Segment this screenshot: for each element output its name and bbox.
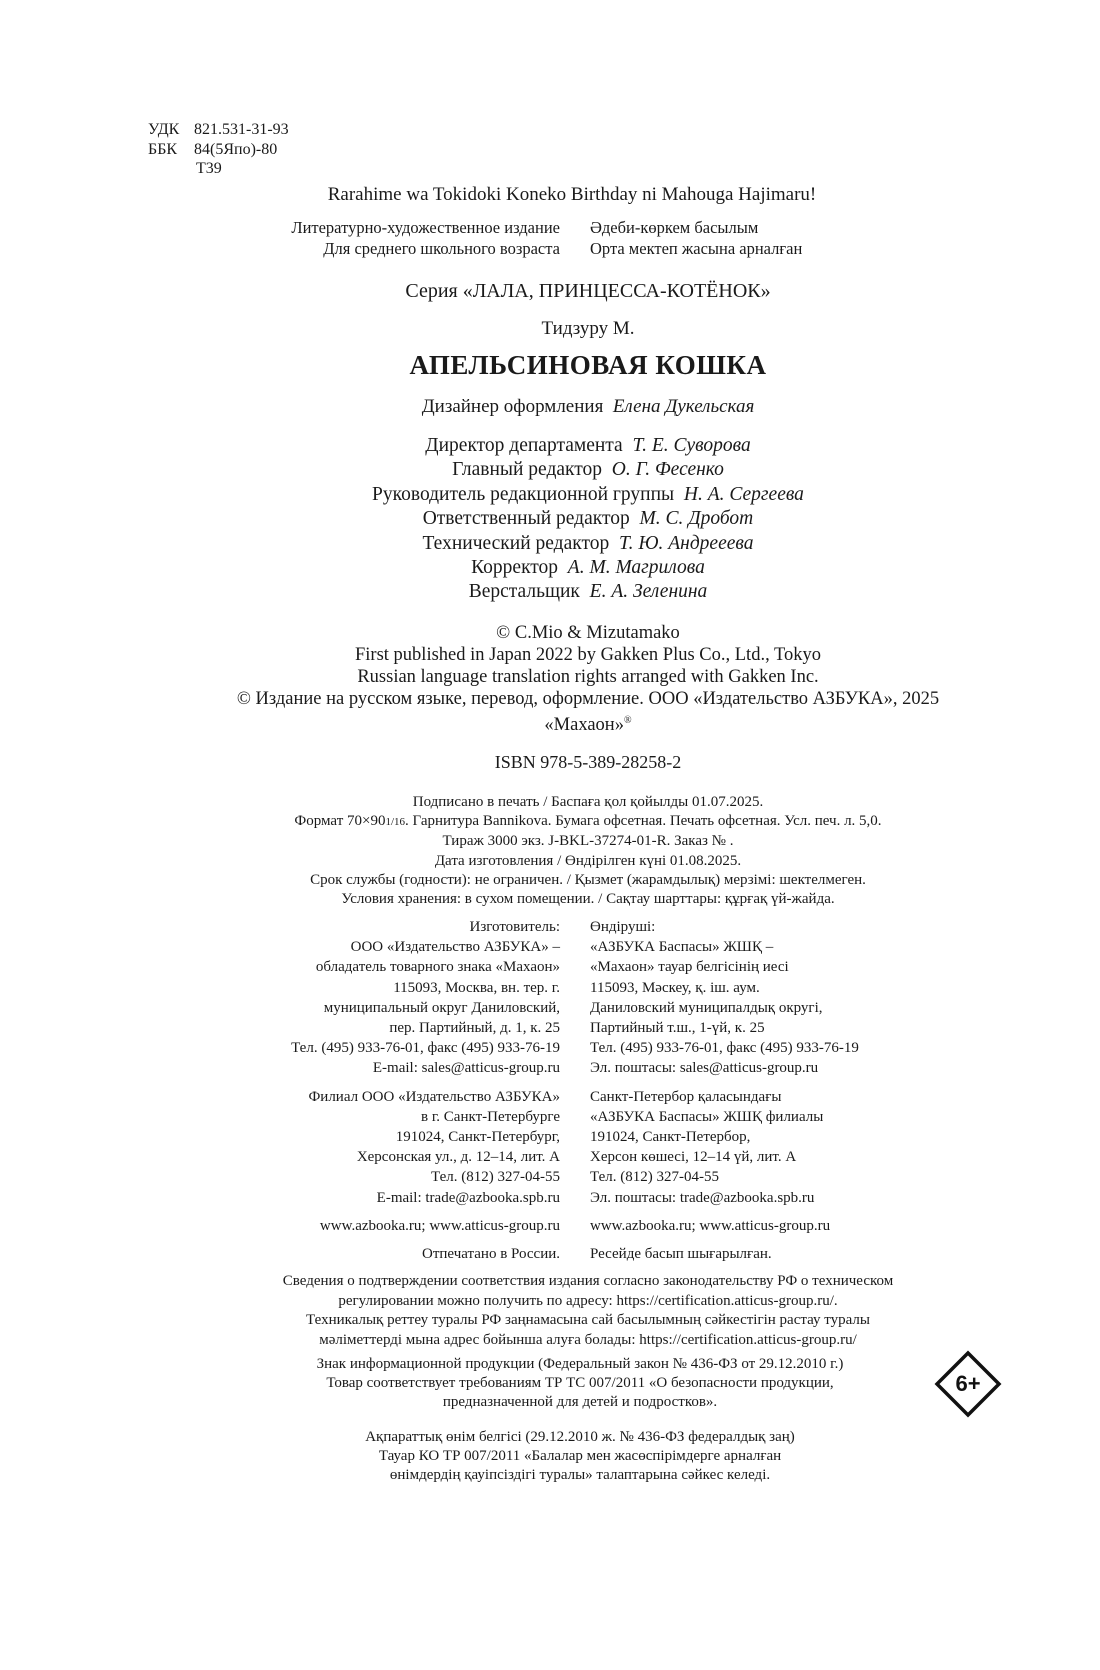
staff-row bbox=[38, 507, 1100, 531]
imprint-block bbox=[38, 793, 1100, 909]
info-sign-line: өнімдердің қауіпсіздігі туралы» талаптарына сәйкес келеді. bbox=[389, 1467, 771, 1483]
staff-name: О. Г. Фесенко bbox=[611, 459, 724, 481]
imprint-manufactured: Дата изготовления / Өндірілген күні 01.08.2025. bbox=[434, 852, 742, 869]
address-line: «Махаон» тауар белгісінің иесі bbox=[590, 959, 789, 976]
address-line: «АЗБУКА Баспасы» ЖШҚ филиалы bbox=[590, 1108, 824, 1125]
bbk-row bbox=[148, 140, 289, 160]
manufacturer-ru bbox=[291, 917, 560, 1264]
format-fraction: 1/16 bbox=[385, 816, 406, 829]
author-name: Тидзуру М. bbox=[541, 318, 635, 339]
info-sign-kz bbox=[30, 1428, 1100, 1485]
address-line: Партийный т.ш., 1-үй, к. 25 bbox=[590, 1020, 765, 1037]
rights-line: © Издание на русском языке, перевод, оформление. ООО «Издательство АЗБУКА», 2025 bbox=[236, 689, 940, 709]
address-line: пер. Партийный, д. 1, к. 25 bbox=[389, 1020, 560, 1037]
registered-mark: ® bbox=[623, 715, 632, 726]
address-line: Херсон көшесі, 12–14 үй, лит. А bbox=[590, 1149, 797, 1166]
certification-line: Сведения о подтверждении соответствия издания согласно законодательству РФ о техническом bbox=[282, 1273, 894, 1289]
staff-row bbox=[38, 434, 1100, 458]
book-title: АПЕЛЬСИНОВАЯ КОШКА bbox=[409, 350, 767, 380]
staff-row bbox=[38, 458, 1100, 482]
address-line: 191024, Санкт-Петербург, bbox=[395, 1129, 560, 1146]
address-line: Филиал ООО «Издательство АЗБУКА» bbox=[308, 1088, 560, 1105]
imprint-format bbox=[38, 812, 1100, 832]
info-sign-line: Знак информационной продукции (Федеральный закон № 436-ФЗ от 29.12.2010 г.) bbox=[316, 1356, 844, 1372]
staff-name: Е. А. Зеленина bbox=[589, 581, 708, 603]
rights-line: Russian language translation rights arranged with Gakken Inc. bbox=[357, 667, 819, 687]
address-line: в г. Санкт-Петербурге bbox=[421, 1108, 560, 1125]
edition-type-ru bbox=[291, 217, 560, 259]
certification-line: регулировании можно получить по адресу: https://certification.atticus-group.ru/. bbox=[338, 1292, 838, 1309]
address-line: 191024, Санкт-Петербор, bbox=[590, 1129, 751, 1146]
staff-role: Корректор bbox=[471, 557, 559, 579]
address-line: Изготовитель: bbox=[469, 919, 560, 935]
udk-label: УДК bbox=[148, 121, 180, 138]
isbn: ISBN 978-5-389-28258-2 bbox=[494, 752, 682, 772]
edition-type-kz bbox=[590, 217, 802, 259]
trademark-line bbox=[38, 710, 1100, 736]
websites: www.azbooka.ru; www.atticus-group.ru bbox=[319, 1217, 560, 1234]
imprint-shelf-life: Срок службы (годности): не ограничен. / Қызмет (жарамдылық) мерзімі: шектелмеген. bbox=[310, 871, 866, 888]
staff-role: Ответственный редактор bbox=[422, 508, 630, 530]
info-sign-line: предназначенной для детей и подростков». bbox=[442, 1394, 718, 1410]
staff-row bbox=[38, 556, 1100, 580]
staff-name: М. С. Дробот bbox=[639, 508, 754, 530]
email-line: Эл. поштасы: sales@atticus-group.ru bbox=[590, 1060, 819, 1077]
designer-credit bbox=[38, 396, 1100, 418]
rights-line: First published in Japan 2022 by Gakken Plus Co., Ltd., Tokyo bbox=[355, 645, 821, 665]
email-line: Эл. поштасы: trade@azbooka.spb.ru bbox=[590, 1189, 815, 1206]
designer-name: Елена Дукельская bbox=[612, 396, 755, 417]
manufacturer-kz bbox=[590, 917, 859, 1264]
address-line: Тел. (495) 933-76-01, факс (495) 933-76-19 bbox=[291, 1040, 560, 1057]
staff-name: Н. А. Сергеева bbox=[683, 483, 804, 505]
address-line: ООО «Издательство АЗБУКА» – bbox=[350, 939, 560, 956]
edition-type-kz-line: Орта мектеп жасына арналған bbox=[590, 239, 803, 258]
address-line: Тел. (812) 327-04-55 bbox=[590, 1169, 719, 1186]
info-sign-line: Ақпараттық өнім белгісі (29.12.2010 ж. № 436-ФЗ федералдық заң) bbox=[365, 1429, 795, 1445]
address-line: 115093, Москва, вн. тер. г. bbox=[393, 979, 560, 996]
staff-role: Директор департамента bbox=[425, 435, 623, 456]
edition-type-kz-line: Әдеби-көркем басылым bbox=[590, 218, 759, 237]
format-rest: . Гарнитура Bannikova. Бумага офсетная. Печать офсетная. Усл. печ. л. 5,0. bbox=[405, 813, 882, 830]
staff-role: Главный редактор bbox=[452, 459, 603, 481]
info-sign-line: Тауар КО ТР 007/2011 «Балалар мен жасөспірімдерге арналған bbox=[378, 1448, 782, 1464]
format-prefix: Формат 70×90 bbox=[294, 813, 386, 830]
info-sign-line: Товар соответствует требованиям ТР ТС 007/2011 «О безопасности продукции, bbox=[326, 1375, 834, 1391]
certification-line: мәліметтерді мына адрес бойынша алуға болады: https://certification.atticus-group.ru/ bbox=[319, 1331, 857, 1348]
address-line: Тел. (495) 933-76-01, факс (495) 933-76-19 bbox=[590, 1040, 859, 1057]
series-name: Серия «ЛАЛА, ПРИНЦЕССА-КОТЁНОК» bbox=[405, 280, 771, 302]
imprint-storage: Условия хранения: в сухом помещении. / Сақтау шарттары: құрғақ үй-жайда. bbox=[341, 891, 835, 908]
designer-role: Дизайнер оформления bbox=[421, 396, 604, 417]
email-line: E-mail: sales@atticus-group.ru bbox=[372, 1060, 560, 1077]
edition-type-ru-line: Литературно-художественное издание bbox=[291, 218, 560, 237]
certification-block bbox=[38, 1272, 1100, 1350]
address-line: Өндіруші: bbox=[590, 919, 656, 935]
age-rating-badge bbox=[934, 1350, 1002, 1418]
printed-in: Ресейде басып шығарылған. bbox=[590, 1246, 772, 1263]
address-line: «АЗБУКА Баспасы» ЖШҚ – bbox=[590, 939, 774, 956]
address-line: Тел. (812) 327-04-55 bbox=[431, 1169, 560, 1186]
staff-role: Руководитель редакционной группы bbox=[372, 483, 675, 505]
staff-row bbox=[38, 483, 1100, 507]
websites: www.azbooka.ru; www.atticus-group.ru bbox=[590, 1217, 831, 1234]
author-mark: Т39 bbox=[196, 160, 222, 177]
staff-row bbox=[38, 532, 1100, 556]
udk-row bbox=[148, 120, 289, 140]
printed-in: Отпечатано в России. bbox=[422, 1246, 560, 1263]
staff-name: А. М. Магрилова bbox=[567, 557, 705, 579]
rights-block bbox=[38, 622, 1100, 736]
staff-name: Т. Ю. Андреeева bbox=[618, 532, 754, 554]
address-line: Херсонская ул., д. 12–14, лит. А bbox=[356, 1149, 560, 1166]
udk-value: 821.531-31-93 bbox=[194, 121, 289, 138]
address-line: 115093, Мәскеу, қ. іш. аум. bbox=[590, 979, 760, 996]
bbk-label: ББК bbox=[148, 140, 178, 158]
address-line: Санкт-Петербор қаласындағы bbox=[590, 1088, 782, 1105]
staff-row bbox=[38, 580, 1100, 604]
staff-role: Технический редактор bbox=[422, 532, 610, 554]
imprint-run: Тираж 3000 экз. J-BKL-37274-01-R. Заказ № . bbox=[442, 833, 734, 850]
address-line: Даниловский муниципалдық округі, bbox=[590, 999, 823, 1016]
edition-type-ru-line: Для среднего школьного возраста bbox=[323, 239, 560, 258]
staff-name: Т. Е. Суворова bbox=[632, 435, 751, 456]
original-title: Rarahime wa Tokidoki Koneko Birthday ni Mahouga Hajimaru! bbox=[327, 184, 817, 205]
trademark: «Махаон» bbox=[544, 715, 624, 736]
imprint-signed: Подписано в печать / Баспаға қол қойылды 01.07.2025. bbox=[412, 794, 764, 810]
staff-role: Верстальщик bbox=[468, 581, 580, 603]
age-rating-text: 6+ bbox=[955, 1371, 981, 1396]
email-line: E-mail: trade@azbooka.spb.ru bbox=[376, 1189, 560, 1206]
staff-credits bbox=[38, 434, 1100, 605]
bbk-value: 84(5Япо)-80 bbox=[194, 140, 278, 158]
certification-line: Техникалық реттеу туралы РФ заңнамасына сай басылымның сәйкестігін растау туралы bbox=[306, 1312, 870, 1328]
classification-codes bbox=[148, 120, 289, 179]
address-line: муниципальный округ Даниловский, bbox=[323, 999, 560, 1016]
rights-line: © C.Mio & Mizutamako bbox=[496, 623, 680, 643]
address-line: обладатель товарного знака «Махаон» bbox=[315, 959, 560, 976]
